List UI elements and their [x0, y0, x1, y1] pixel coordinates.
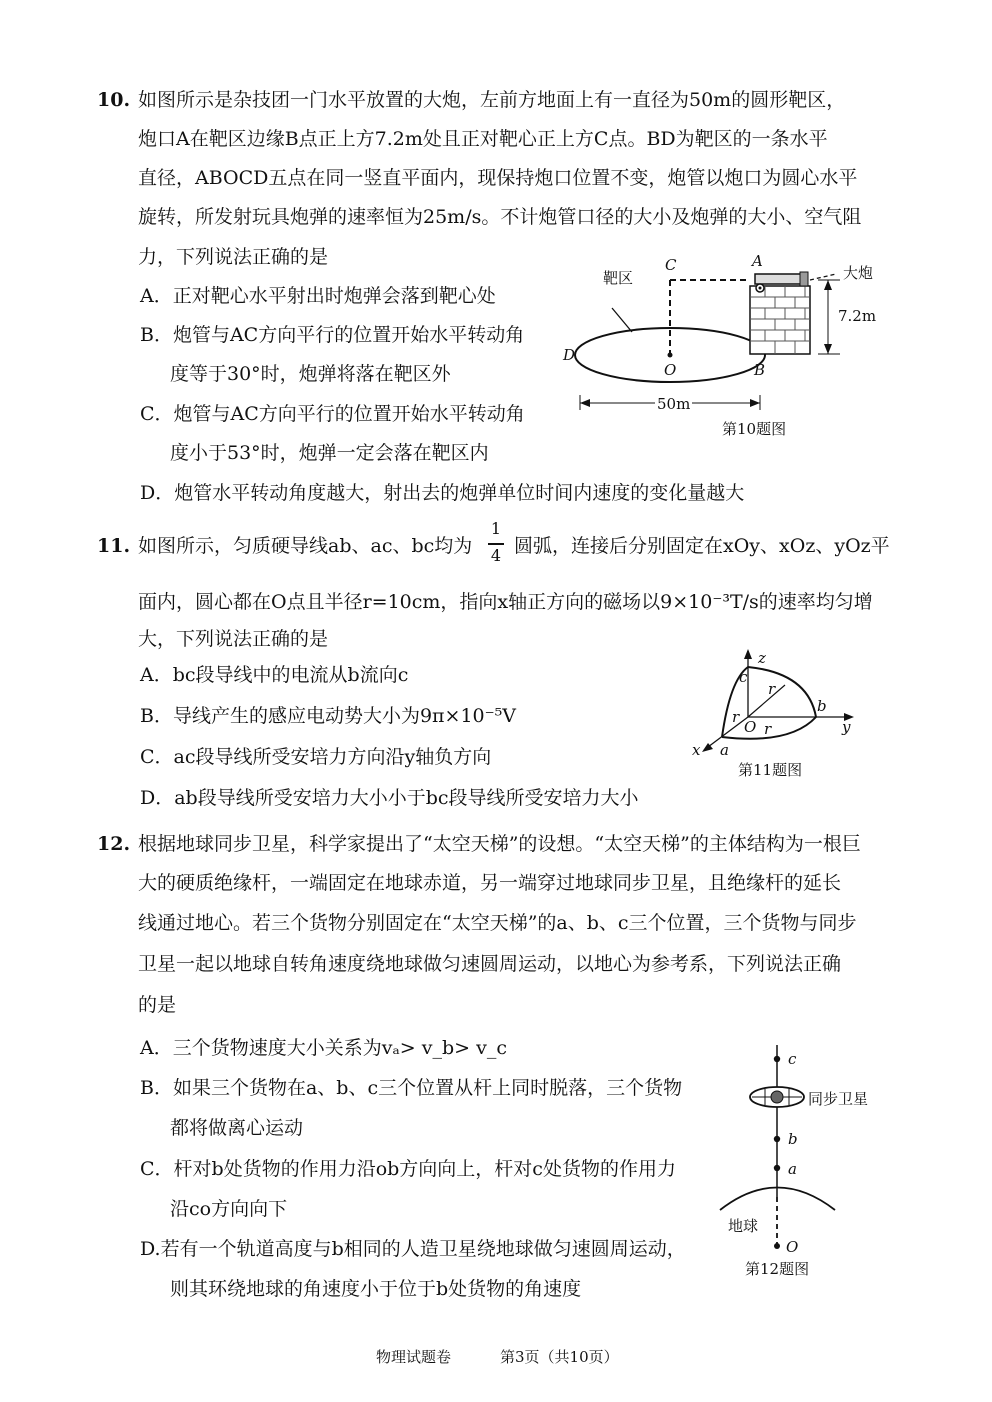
question-12-option-b-cont: 都将做离心运动 — [170, 1117, 304, 1139]
question-10-line-3: 直径，ABOCD五点在同一竖直平面内，现保持炮口位置不变，炮管以炮口为圆心水平 — [138, 167, 858, 189]
question-11-line-1b: 圆弧，连接后分别固定在xOy、xOz、yOz平 — [514, 535, 890, 557]
label-point-b: B — [754, 361, 766, 379]
question-10-option-c-cont: 度小于53°时，炮弹一定会落在靶区内 — [170, 442, 489, 464]
label-point-c-12: c — [788, 1050, 797, 1068]
label-axis-y: y — [842, 718, 851, 736]
label-earth: 地球 — [728, 1217, 759, 1235]
question-10-number: 10. — [97, 89, 131, 111]
question-12-line-4: 卫星一起以地球自转角速度绕地球做匀速圆周运动，以地心为参考系，下列说法正确 — [138, 953, 842, 975]
label-axis-z: z — [758, 649, 766, 667]
label-point-d: D — [563, 346, 576, 364]
label-earth-center-o: O — [786, 1238, 799, 1256]
label-width: 50m — [657, 395, 691, 413]
question-11-option-d: D．ab段导线所受安培力大小小于bc段导线所受安培力大小 — [140, 787, 639, 809]
question-10-line-1: 如图所示是杂技团一门水平放置的大炮，左前方地面上有一直径为50m的圆形靶区， — [138, 89, 846, 111]
question-12-line-3: 线通过地心。若三个货物分别固定在“太空天梯”的a、b、c三个位置，三个货物与同步 — [138, 912, 857, 934]
question-10-option-b-cont: 度等于30°时，炮弹将落在靶区外 — [170, 363, 451, 385]
label-axis-x: x — [692, 741, 701, 759]
fraction-denominator: 4 — [490, 546, 502, 565]
question-11-option-a: A．bc段导线中的电流从b流向c — [140, 664, 409, 686]
question-10-option-d: D．炮管水平转动角度越大，射出去的炮弹单位时间内速度的变化量越大 — [140, 482, 745, 504]
footer-page-number: 第3页（共10页） — [500, 1348, 619, 1366]
footer-title: 物理试题卷 — [376, 1348, 452, 1366]
label-synchronous-satellite: 同步卫星 — [808, 1090, 869, 1108]
question-10-option-a: A．正对靶心水平射出时炮弹会落到靶心处 — [140, 285, 496, 307]
question-12-option-c-cont: 沿co方向向下 — [170, 1198, 288, 1220]
figure-11-diagram — [690, 645, 870, 765]
question-11-number: 11. — [97, 535, 131, 557]
satellite-icon — [750, 1087, 804, 1107]
question-12-option-d: D.若有一个轨道高度与b相同的人造卫星绕地球做匀速圆周运动， — [140, 1238, 686, 1260]
question-12-line-5: 的是 — [138, 994, 177, 1016]
label-radius-1: r — [768, 680, 776, 698]
question-10-line-2: 炮口A在靶区边缘B点正上方7.2m处且正对靶心正上方C点。BD为靶区的一条水平 — [138, 128, 828, 150]
fraction-bar — [488, 543, 504, 545]
question-10-option-b: B．炮管与AC方向平行的位置开始水平转动角 — [140, 324, 525, 346]
label-origin-o: O — [744, 718, 757, 736]
label-point-b-11: b — [817, 697, 827, 715]
question-12-option-d-cont: 则其环绕地球的角速度小于位于b处货物的角速度 — [170, 1278, 582, 1300]
question-11-line-2: 面内，圆心都在O点且半径r=10cm，指向x轴正方向的磁场以9×10⁻³T/s的速率均匀增 — [138, 591, 873, 613]
question-11-line-1a: 如图所示，匀质硬导线ab、ac、bc均为 — [138, 535, 473, 557]
question-10-line-4: 旋转，所发射玩具炮弹的速率恒为25m/s。不计炮管口径的大小及炮弹的大小、空气阻 — [138, 206, 862, 228]
label-radius-2: r — [732, 708, 740, 726]
question-11-option-b: B．导线产生的感应电动势大小为9π×10⁻⁵V — [140, 705, 517, 727]
label-radius-3: r — [764, 720, 772, 738]
question-10-option-c: C．炮管与AC方向平行的位置开始水平转动角 — [140, 403, 525, 425]
label-point-a-12: a — [788, 1160, 797, 1178]
label-cannon: 大炮 — [843, 264, 874, 282]
label-point-b-12: b — [788, 1130, 798, 1148]
question-11-option-c: C．ac段导线所受安培力方向沿y轴负方向 — [140, 746, 492, 768]
question-12-line-1: 根据地球同步卫星，科学家提出了“太空天梯”的设想。“太空天梯”的主体结构为一根巨 — [138, 833, 861, 855]
fraction-numerator: 1 — [490, 519, 502, 538]
question-12-option-b: B．如果三个货物在a、b、c三个位置从杆上同时脱落，三个货物 — [140, 1077, 683, 1099]
question-12-option-a: A．三个货物速度大小关系为vₐ> v_b> v_c — [140, 1037, 507, 1059]
label-height: 7.2m — [838, 307, 877, 325]
question-12-option-c: C．杆对b处货物的作用力沿ob方向向上，杆对c处货物的作用力 — [140, 1158, 676, 1180]
label-point-c: C — [665, 256, 677, 274]
label-point-a-11: a — [720, 741, 729, 759]
figure-12-caption: 第12题图 — [745, 1260, 810, 1278]
label-point-c-11: c — [739, 668, 748, 686]
question-12-line-2: 大的硬质绝缘杆，一端固定在地球赤道，另一端穿过地球同步卫星，且绝缘杆的延长 — [138, 872, 842, 894]
figure-11-caption: 第11题图 — [738, 761, 803, 779]
question-10-line-5: 力，下列说法正确的是 — [138, 246, 329, 268]
figure-10-caption: 第10题图 — [722, 420, 787, 438]
brick-wall — [750, 286, 810, 354]
label-target-zone: 靶区 — [603, 269, 634, 287]
question-12-number: 12. — [97, 833, 131, 855]
question-11-line-3: 大，下列说法正确的是 — [138, 628, 329, 650]
label-point-o: O — [664, 361, 677, 379]
label-point-a: A — [752, 252, 763, 270]
